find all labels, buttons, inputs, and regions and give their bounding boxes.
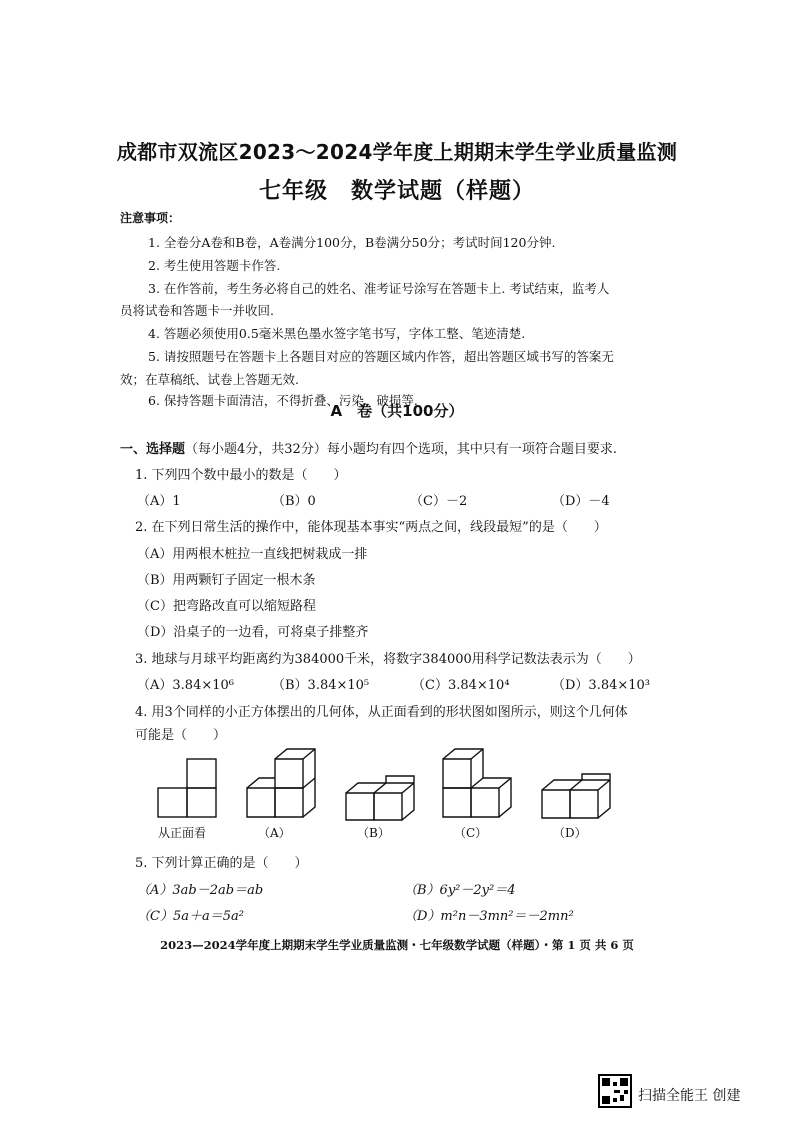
notes-heading: 注意事项：	[120, 211, 181, 225]
question-2-stem: 2. 在下列日常生活的操作中，能体现基本事实“两点之间，线段最短”的是（ ）	[135, 520, 607, 535]
q3-option-c: （C）3.84×10⁴	[412, 678, 510, 693]
note-6: 6. 保持答题卡面清洁，不得折叠、污染、破损等.	[148, 393, 418, 408]
q5-option-c: （C）5a＋a＝5a²	[137, 909, 244, 924]
q2-option-d: （D）沿桌子的一边看，可将桌子排整齐	[137, 625, 369, 640]
q1-option-d: （D）－4	[552, 494, 610, 509]
question-4-stem-cont: 可能是（ ）	[135, 728, 227, 743]
page-footer: 2023—2024学年度上期期末学生学业质量监测・七年级数学试题（样题）・第 1 页 共 6 页	[160, 938, 634, 952]
note-4: 4. 答题必须使用0.5毫米黑色墨水签字笔书写，字体工整、笔迹清楚.	[148, 326, 526, 341]
q4-label-d: （D）	[553, 826, 587, 840]
question-5-stem: 5. 下列计算正确的是（ ）	[135, 856, 308, 871]
note-1: 1. 全卷分A卷和B卷，A卷满分100分，B卷满分50分；考试时间120分钟.	[148, 235, 556, 250]
q2-option-a: （A）用两根木桩拉一直线把树栽成一排	[137, 547, 368, 562]
q3-option-a: （A）3.84×10⁶	[137, 678, 234, 693]
part-heading	[120, 438, 617, 457]
q5-option-d: （D）m²n－3mn²＝－2mn²	[404, 909, 574, 924]
section-heading: A 卷（共100分）	[330, 402, 464, 420]
option-a-figure	[247, 749, 315, 817]
q4-figure-d	[538, 742, 658, 822]
q3-option-d: （D）3.84×10³	[552, 678, 651, 693]
question-4-stem: 4. 用3个同样的小正方体摆出的几何体，从正面看到的形状图如图所示，则这个几何体	[135, 705, 628, 720]
q2-option-c: （C）把弯路改直可以缩短路程	[137, 599, 316, 614]
exam-subtitle: 七年级 数学试题（样题）	[258, 179, 535, 204]
part-heading-bold: 一、选择题	[120, 442, 186, 457]
option-b-figure	[346, 776, 414, 820]
question-3-stem: 3. 地球与月球平均距离约为384000千米，将数字384000用科学记数法表示为（ ）	[135, 652, 641, 667]
question-1-stem: 1. 下列四个数中最小的数是（ ）	[135, 468, 347, 483]
q1-option-a: （A）1	[137, 494, 181, 509]
exam-title: 成都市双流区2023～2024学年度上期期末学生学业质量监测	[116, 140, 678, 164]
q1-option-c: （C）－2	[410, 494, 468, 509]
q2-option-b: （B）用两颗钉子固定一根木条	[137, 573, 316, 588]
front-view-figure	[158, 759, 216, 817]
q5-option-a: （A）3ab－2ab＝ab	[137, 883, 264, 898]
q5-option-b: （B）6y²－2y²＝4	[404, 883, 516, 898]
option-c-figure	[443, 749, 511, 817]
option-d-figure	[542, 774, 610, 818]
q3-option-b: （B）3.84×10⁵	[272, 678, 370, 693]
q4-label-a: （A）	[258, 826, 291, 840]
scanner-watermark-text: 扫描全能王 创建	[638, 1088, 741, 1104]
q4-label-front: 从正面看	[158, 826, 207, 840]
q1-option-b: （B）0	[272, 494, 316, 509]
q4-label-b: （B）	[357, 826, 390, 840]
note-3-cont: 员将试卷和答题卡一并收回.	[120, 303, 274, 318]
note-3: 3. 在作答前，考生务必将自己的姓名、准考证号涂写在答题卡上. 考试结束，监考人	[148, 281, 610, 296]
part-heading-rest: （每小题4分，共32分）每小题均有四个选项，其中只有一项符合题目要求.	[185, 442, 617, 457]
q4-label-c: （C）	[454, 826, 488, 840]
note-5-cont: 效；在草稿纸、试卷上答题无效.	[120, 372, 299, 387]
note-2: 2. 考生使用答题卡作答.	[148, 258, 281, 273]
q4-figures	[140, 742, 540, 822]
qr-code-icon	[598, 1074, 632, 1108]
note-5: 5. 请按照题号在答题卡上各题目对应的答题区域内作答，超出答题区域书写的答案无	[148, 349, 614, 364]
